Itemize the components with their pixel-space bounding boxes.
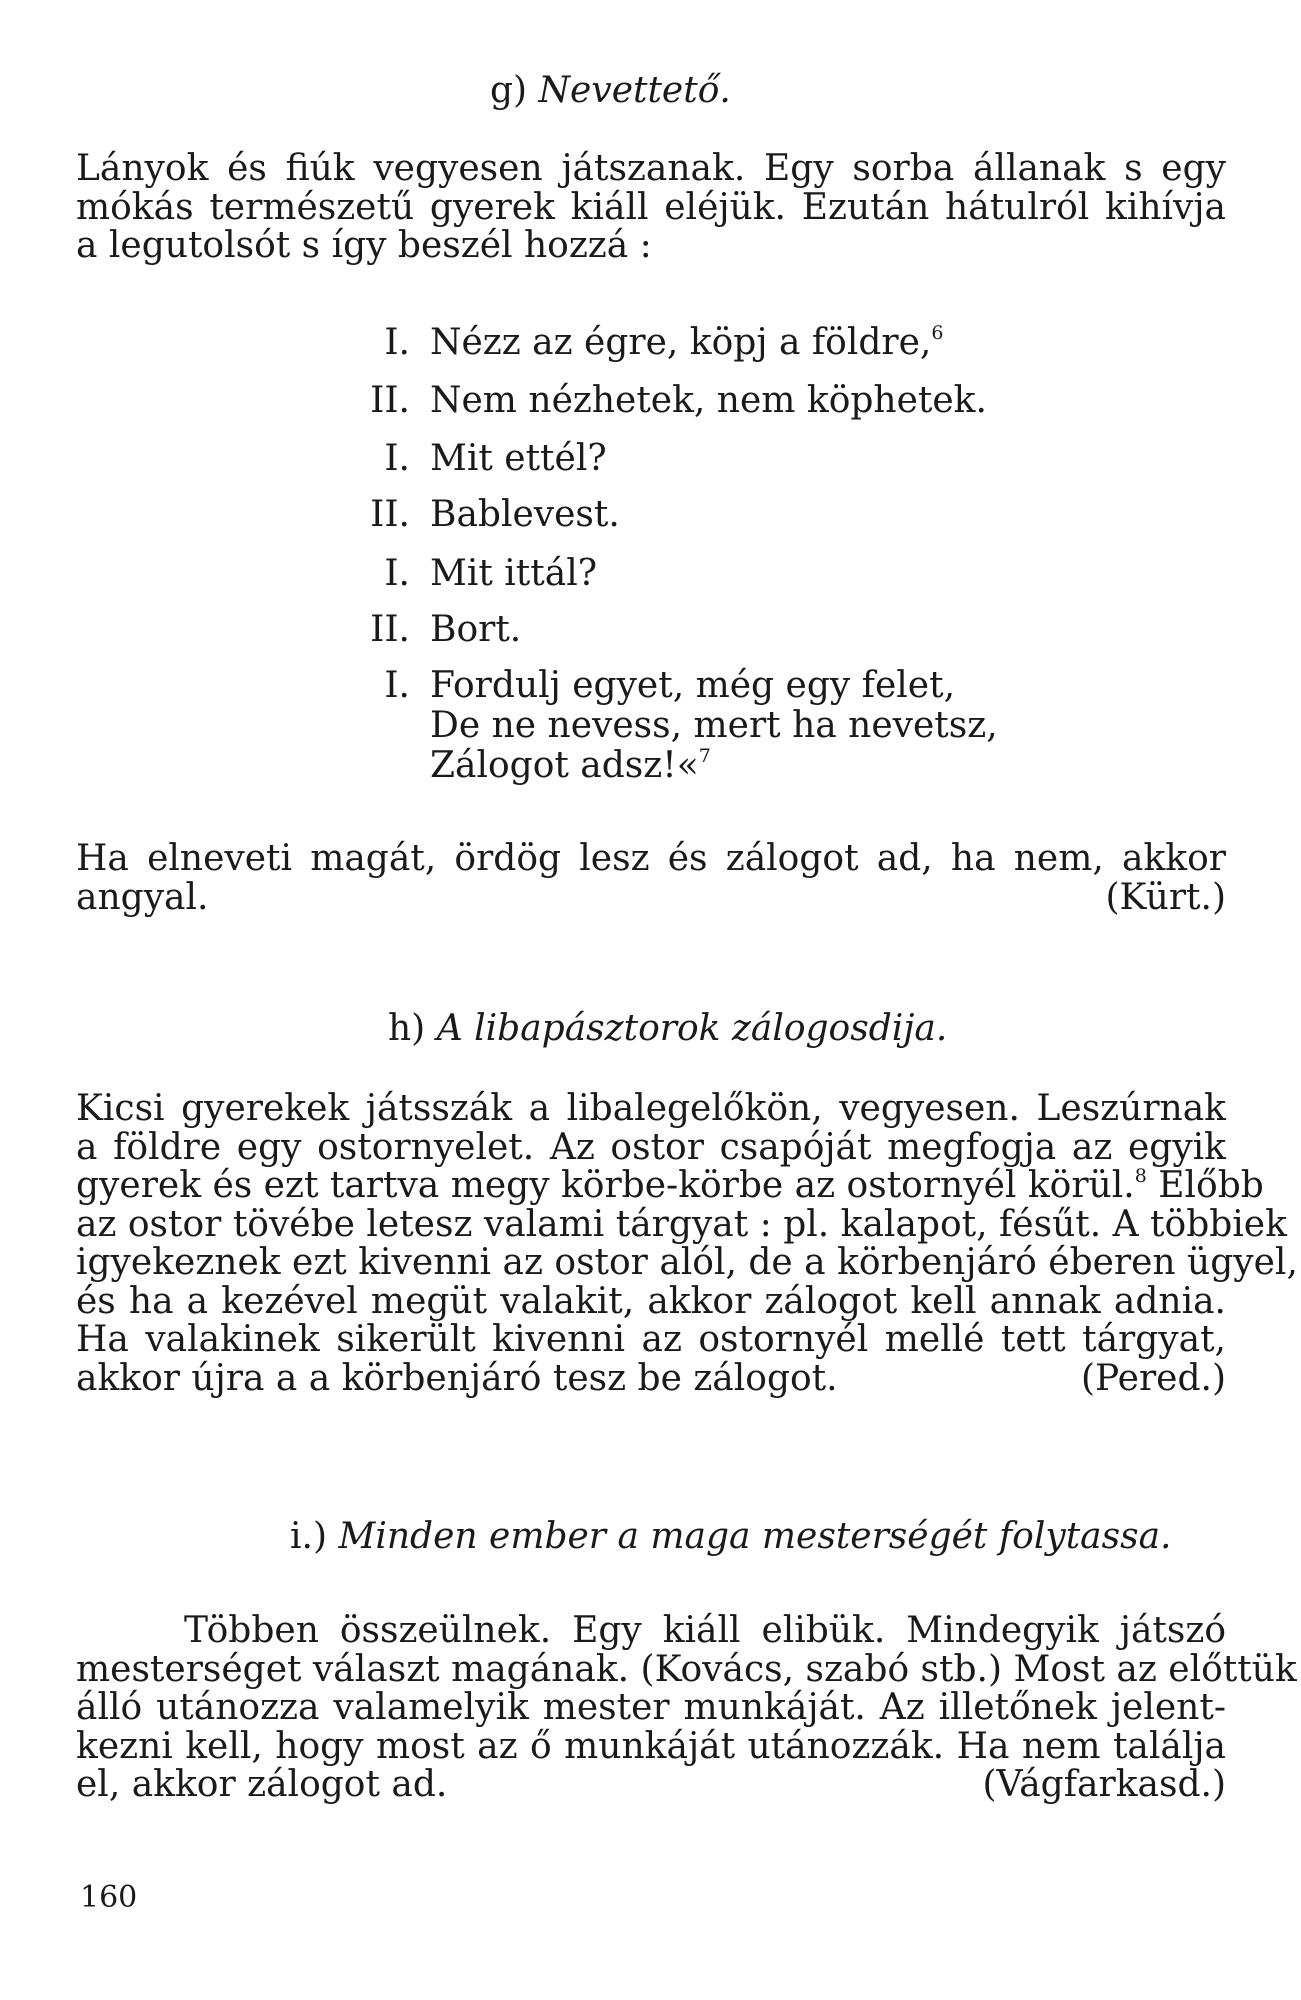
footnote-marker: 7 — [698, 745, 711, 767]
section-h-heading — [388, 1008, 947, 1049]
dialogue-line: Fordulj egyet, még egy felet, — [430, 665, 956, 706]
source-credit: (Vágfarkasd.) — [982, 1764, 1226, 1805]
paragraph-line: az ostor tövébe letesz valami tárgyat : pl. kalapot, fésűt. A többiek — [76, 1203, 1287, 1245]
paragraph-line: Lányok és fiúk vegyesen játszanak. Egy sorba állanak s egy — [76, 148, 1226, 189]
section-g-title: Nevettető. — [538, 70, 731, 111]
section-g-label: g) — [490, 70, 528, 111]
section-i-label: i.) — [290, 1516, 328, 1557]
paragraph-line: kezni kell, hogy most az ő munkáját utánozzák. Ha nem találja — [76, 1725, 1226, 1767]
paragraph-line: gyerek és ezt tartva megy körbe-körbe az ostornyél körül.$^8$ Előbb — [76, 1165, 1264, 1206]
dialogue-line: De ne nevess, mert ha nevetsz, — [430, 705, 998, 746]
paragraph-line: álló utánozza valamelyik mester munkáját. Az illetőnek jelent- — [76, 1687, 1226, 1728]
dialogue-speaker: II. — [370, 609, 410, 650]
dialogue-speaker: II. — [370, 380, 410, 421]
paragraph-line: Ha valakinek sikerült kivenni az ostornyél mellé tett tárgyat, — [76, 1319, 1226, 1360]
section-h-paragraph — [76, 1088, 1298, 1410]
footnote-marker: 6 — [931, 322, 944, 344]
dialogue-line: Nézz az égre, köpj a földre,$^6$ — [430, 322, 944, 363]
section-i-heading — [290, 1516, 1171, 1557]
dialogue-speaker: II. — [370, 494, 410, 535]
page-number: 160 — [80, 1880, 138, 1915]
dialogue-speaker: I. — [384, 322, 410, 363]
dialogue-line: Mit ettél? — [430, 438, 607, 479]
section-i-title: Minden ember a maga mesterségét folytassa. — [338, 1516, 1172, 1557]
paragraph-line: Többen összeülnek. Egy kiáll elibük. Mindegyik játszó — [184, 1610, 1226, 1651]
paragraph-line: a földre egy ostornyelet. Az ostor csapóját megfogja az egyik — [76, 1126, 1226, 1168]
section-i-paragraph — [76, 1610, 1297, 1812]
dialogue-line: Bablevest. — [430, 494, 620, 535]
paragraph-line: mókás természetű gyerek kiáll eléjük. Ezután hátulról kihívja — [76, 186, 1226, 228]
dialogue-line: Nem nézhetek, nem köphetek. — [430, 380, 987, 421]
source-credit: (Pered.) — [1080, 1357, 1226, 1399]
section-g-intro — [76, 150, 1226, 270]
dialogue-line: Zálogot adsz!«$^7$ — [430, 745, 711, 786]
paragraph-line: angyal. (Kürt.) — [76, 876, 1226, 918]
paragraph-line: és ha a kezével megüt valakit, akkor zálogot kell annak adnia. — [76, 1280, 1226, 1322]
section-h-title: A libapásztorok zálogosdija. — [436, 1008, 948, 1049]
paragraph-line: akkor újra a a körbenjáró tesz be zálogot. (Pered.) — [76, 1357, 1226, 1399]
dialogue-speaker: I. — [384, 665, 410, 706]
section-g-outro — [76, 840, 1226, 920]
source-credit: (Kürt.) — [1105, 876, 1226, 918]
section-g-heading — [490, 70, 731, 111]
paragraph-line: Ha elneveti magát, ördög lesz és zálogot ad, ha nem, akkor — [76, 838, 1226, 879]
footnote-marker: 8 — [1134, 1165, 1147, 1187]
dialogue-speaker: I. — [384, 553, 410, 594]
paragraph-line: Kicsi gyerekek játsszák a libalegelőkön, vegyesen. Leszúrnak — [76, 1088, 1226, 1129]
dialogue-line: Bort. — [430, 609, 522, 650]
paragraph-line: a legutolsót s így beszél hozzá : — [76, 225, 652, 266]
paragraph-line: el, akkor zálogot ad. (Vágfarkasd.) — [76, 1764, 1226, 1805]
dialogue-speaker: I. — [384, 438, 410, 479]
section-h-label: h) — [388, 1008, 426, 1049]
paragraph-line: igyekeznek ezt kivenni az ostor alól, de a körbenjáró éberen ügyel, — [76, 1242, 1298, 1283]
dialogue-line: Mit ittál? — [430, 553, 598, 594]
paragraph-line: mesterséget választ magának. (Kovács, szabó stb.) Most az előttük — [76, 1648, 1297, 1690]
